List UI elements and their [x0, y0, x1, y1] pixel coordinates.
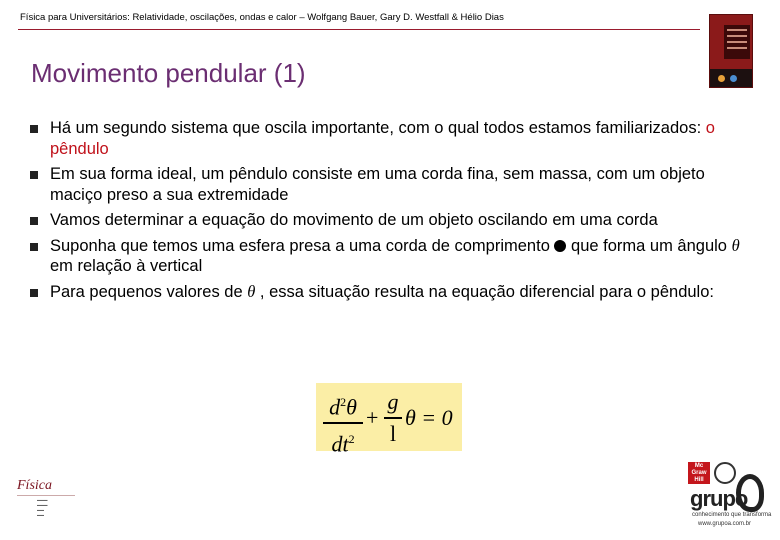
plus-sign: +: [366, 405, 379, 430]
square-bullet-icon: [30, 243, 38, 251]
pendulum-equation: [316, 383, 462, 457]
book-cover-band: [724, 25, 750, 59]
fisica-logo-word: Física: [17, 478, 52, 493]
brand-url: www.grupoa.com.br: [698, 521, 752, 527]
highlight-text: o pêndulo: [50, 119, 715, 158]
fraction-denominator: $dt^2$: [331, 431, 355, 457]
fraction-bar: [384, 417, 402, 419]
g-over-l-fraction: [384, 390, 402, 446]
header-divider: [18, 29, 700, 30]
bullet-item: [30, 282, 745, 303]
second-derivative-fraction: [323, 390, 363, 456]
fisica-logo: [17, 478, 77, 533]
bullet-text: Suponha que temos uma esfera presa a uma corda de comprimento: [50, 236, 555, 255]
book-cover-dot: [730, 75, 737, 82]
bullet-list: [30, 118, 745, 307]
bullet-text: que forma um ângulo: [566, 236, 732, 255]
theta-symbol: θ: [247, 281, 256, 301]
letter-a-logo: [736, 474, 764, 512]
bullet-text: Vamos determinar a equação do movimento de um objeto oscilando em uma corda: [50, 211, 658, 229]
square-bullet-icon: [30, 289, 38, 297]
bullet-item: [30, 118, 745, 159]
book-cover-image: [709, 14, 753, 88]
slide-title: Movimento pendular (1): [31, 58, 306, 88]
equation-rest: θ = 0: [405, 405, 453, 430]
fraction-denominator: l: [389, 420, 397, 446]
bullet-item: [30, 236, 745, 277]
bullet-text: em relação à vertical: [50, 257, 203, 275]
fraction-numerator: g: [387, 389, 399, 414]
book-cover-dot: [718, 75, 725, 82]
seal-icon: [714, 462, 736, 484]
running-header: Física para Universitários: Relatividade, oscilações, ondas e calor – Wolfgang Bauer, Gary D. Westfall & Hélio Dias: [20, 12, 504, 23]
logo-fine-print: ▬▬▬ ▬▬▬ ▬▬ ▬▬: [37, 498, 48, 517]
bullet-item: [30, 210, 745, 231]
bullet-text: Para pequenos valores de: [50, 282, 248, 301]
grupo-a-logo: [688, 462, 772, 532]
theta-symbol: θ: [731, 235, 740, 255]
square-bullet-icon: [30, 217, 38, 225]
fraction-bar: [323, 422, 363, 424]
bullet-item: [30, 164, 745, 205]
fraction-numerator: $d^2\theta$: [329, 394, 357, 420]
brand-tagline: conhecimento que transforma: [692, 512, 772, 518]
logo-divider: [17, 495, 75, 496]
bullet-text: , essa situação resulta na equação diferencial para o pêndulo:: [255, 282, 714, 301]
bullet-text: Há um segundo sistema que oscila importante, com o qual todos estamos familiarizados:: [50, 119, 706, 137]
square-bullet-icon: [30, 171, 38, 179]
grupo-brand: grupo: [690, 486, 748, 511]
square-bullet-icon: [30, 125, 38, 133]
mcgraw-hill-logo: Mc Graw Hill: [688, 462, 710, 484]
bullet-text: Em sua forma ideal, um pêndulo consiste em uma corda fina, sem massa, com um objeto maciço preso a sua extremidade: [50, 165, 705, 204]
length-symbol-icon: [554, 240, 566, 252]
